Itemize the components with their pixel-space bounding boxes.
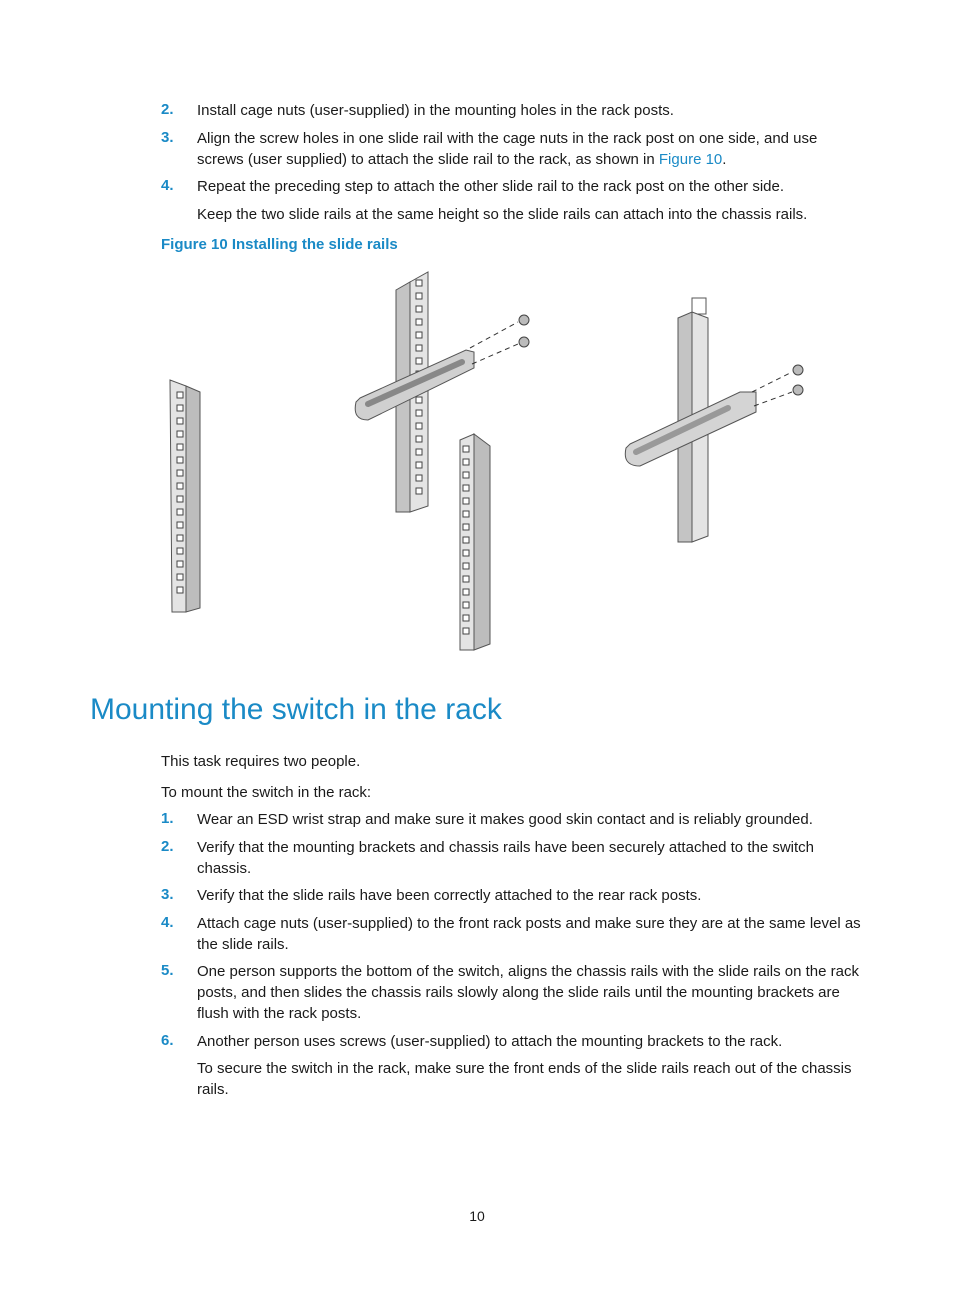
mounting-hole <box>177 587 183 593</box>
rack-post-left <box>170 380 200 612</box>
mounting-hole <box>416 423 422 429</box>
mounting-hole <box>463 628 469 634</box>
mounting-hole <box>416 436 422 442</box>
step-number: 2. <box>161 101 174 118</box>
mounting-hole <box>177 574 183 580</box>
mounting-hole <box>177 457 183 463</box>
mounting-hole <box>463 602 469 608</box>
mounting-hole <box>177 444 183 450</box>
mounting-hole <box>416 449 422 455</box>
mounting-hole <box>463 459 469 465</box>
intro-text: To mount the switch in the rack: <box>161 784 372 801</box>
mounting-hole <box>177 405 183 411</box>
mounting-hole <box>416 358 422 364</box>
step-text: Another person uses screws (user-supplied) to attach the mounting brackets to the rack. <box>197 1033 783 1050</box>
rack-post-middle <box>355 272 529 512</box>
mounting-hole <box>416 345 422 351</box>
mounting-hole <box>177 470 183 476</box>
step-note: To secure the switch in the rack, make sure the front ends of the slide rails reach out of the chassis rails. <box>197 1060 852 1098</box>
intro-text: This task requires two people. <box>161 753 361 770</box>
mounting-hole <box>416 410 422 416</box>
step-text: Align the screw holes in one slide rail with the cage nuts in the rack post on one side, and use screws (user supplied) to attach the slide rail to the rack, as shown in Figure 10. <box>197 130 818 168</box>
mounting-hole <box>177 522 183 528</box>
step-number: 5. <box>161 962 174 979</box>
step-number: 3. <box>161 886 174 903</box>
step-number: 3. <box>161 129 174 146</box>
step-number: 1. <box>161 810 174 827</box>
mounting-hole <box>463 511 469 517</box>
mounting-hole <box>177 392 183 398</box>
figure-link[interactable]: Figure 10 <box>658 151 723 168</box>
mounting-hole <box>463 446 469 452</box>
mounting-hole <box>463 537 469 543</box>
step-number: 6. <box>161 1032 174 1049</box>
mounting-hole <box>463 472 469 478</box>
mounting-hole <box>177 418 183 424</box>
mounting-hole <box>416 293 422 299</box>
mounting-hole <box>463 589 469 595</box>
step-text: Verify that the mounting brackets and chassis rails have been securely attached to the switch chassis. <box>197 839 815 877</box>
mounting-hole <box>416 475 422 481</box>
mounting-hole <box>416 332 422 338</box>
page-number: 10 <box>469 1208 485 1224</box>
mounting-hole <box>416 306 422 312</box>
step-text: Verify that the slide rails have been correctly attached to the rear rack posts. <box>197 887 702 904</box>
mounting-hole <box>463 615 469 621</box>
mounting-hole <box>177 483 183 489</box>
step-text: Install cage nuts (user-supplied) in the mounting holes in the rack posts. <box>197 102 674 119</box>
step-text: Repeat the preceding step to attach the other slide rail to the rack post on the other side. <box>197 178 785 195</box>
mounting-hole <box>177 509 183 515</box>
rack-post-lower <box>460 434 490 650</box>
rack-post-right <box>625 298 803 542</box>
mounting-hole <box>177 548 183 554</box>
step-number: 2. <box>161 838 174 855</box>
step-note: Keep the two slide rails at the same height so the slide rails can attach into the chassis rails. <box>197 206 808 223</box>
mounting-hole <box>177 535 183 541</box>
step-text: Attach cage nuts (user-supplied) to the front rack posts and make sure they are at the same level as the slide rails. <box>197 915 861 953</box>
mounting-hole <box>177 431 183 437</box>
mounting-hole <box>463 524 469 530</box>
step-text: One person supports the bottom of the switch, aligns the chassis rails with the slide rails on the rack posts, and then slides the chassis rails slowly along the slide rails until the mounting brackets are flush with the rack posts. <box>197 963 859 1022</box>
mounting-hole <box>416 488 422 494</box>
mounting-hole <box>416 462 422 468</box>
mounting-hole <box>416 280 422 286</box>
step-text: Wear an ESD wrist strap and make sure it makes good skin contact and is reliably grounded. <box>197 811 813 828</box>
figure-caption: Figure 10 Installing the slide rails <box>161 236 398 253</box>
mounting-hole <box>416 397 422 403</box>
mounting-hole <box>463 576 469 582</box>
step-number: 4. <box>161 177 174 194</box>
mounting-hole <box>416 319 422 325</box>
mounting-hole <box>177 496 183 502</box>
mounting-hole <box>463 550 469 556</box>
mounting-hole <box>463 485 469 491</box>
section-title: Mounting the switch in the rack <box>90 693 502 726</box>
mounting-hole <box>177 561 183 567</box>
mounting-hole <box>463 563 469 569</box>
step-number: 4. <box>161 914 174 931</box>
mounting-hole <box>463 498 469 504</box>
